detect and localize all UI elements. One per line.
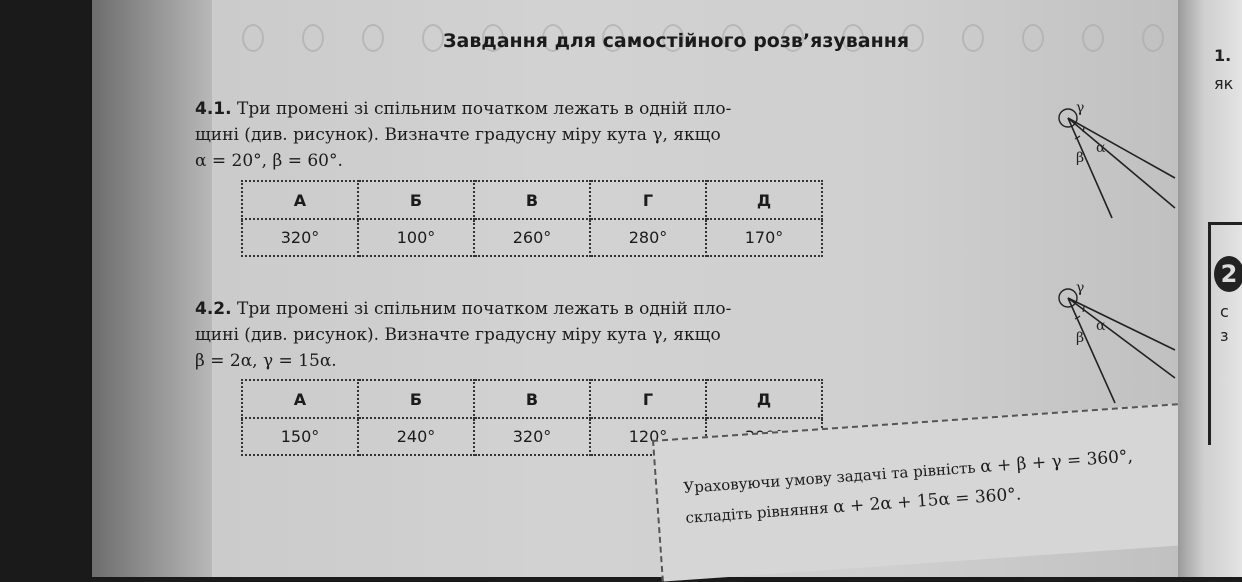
beta-label: β	[1076, 150, 1085, 166]
beta-label: β	[1076, 330, 1085, 346]
option-value[interactable]: 150°	[242, 418, 358, 455]
option-letter[interactable]: Д	[706, 181, 822, 219]
task-number: 4.1.	[195, 99, 232, 119]
answer-letters-row	[242, 181, 822, 219]
task-4-2	[195, 296, 805, 374]
answer-letters-row	[242, 380, 822, 418]
next-page-text: з	[1220, 326, 1229, 345]
task-line: щині (див. рисунок). Визначте градусну міру кута γ, якщо	[195, 125, 721, 145]
next-page-number-badge: 2	[1214, 256, 1242, 292]
option-letter[interactable]: Г	[590, 380, 706, 418]
section-title: Завдання для самостійного розв’язування	[443, 30, 910, 52]
alpha-label: α	[1096, 318, 1106, 334]
next-page-text: с	[1220, 302, 1229, 321]
task-number: 4.2.	[195, 299, 232, 319]
task-condition: α = 20°, β = 60°.	[195, 151, 343, 171]
option-value[interactable]: 320°	[242, 219, 358, 256]
hint-formula: α + 2α + 15α = 360°.	[832, 484, 1022, 518]
option-letter[interactable]: Б	[358, 181, 474, 219]
next-page-text: як	[1214, 74, 1234, 93]
option-letter[interactable]: Д	[706, 380, 822, 418]
option-value[interactable]: 170°	[706, 219, 822, 256]
option-value[interactable]: 320°	[474, 418, 590, 455]
option-letter[interactable]: Г	[590, 181, 706, 219]
next-page-text: 1.	[1214, 46, 1232, 65]
task-text: Три промені зі спільним початком лежать в одній пло-	[236, 299, 732, 319]
option-letter[interactable]: А	[242, 181, 358, 219]
option-value[interactable]: 100°	[358, 219, 474, 256]
task-line: щині (див. рисунок). Визначте градусну міру кута γ, якщо	[195, 325, 721, 345]
option-letter[interactable]: А	[242, 380, 358, 418]
task-line	[195, 96, 805, 122]
option-letter[interactable]: Б	[358, 380, 474, 418]
hint-text: Ураховуючи умову задачі та рівність α + β + γ = 360°,	[682, 446, 1134, 497]
task-line	[195, 296, 805, 322]
rays-figure-4-1	[1050, 100, 1180, 220]
option-value[interactable]: 240°	[358, 418, 474, 455]
task-condition: β = 2α, γ = 15α.	[195, 351, 337, 371]
task-4-1	[195, 96, 805, 174]
answer-table-4-1	[241, 180, 823, 257]
rays-figure-4-2	[1050, 278, 1180, 408]
gamma-label: γ	[1076, 100, 1085, 116]
option-value[interactable]: 280°	[590, 219, 706, 256]
option-value[interactable]: 260°	[474, 219, 590, 256]
option-value[interactable]: 120°	[590, 418, 706, 455]
answer-values-row	[242, 219, 822, 256]
page-fold-shadow	[92, 0, 212, 577]
hint-formula: α + β + γ = 360°,	[979, 446, 1134, 478]
alpha-label: α	[1096, 140, 1106, 156]
next-page-strip	[1178, 0, 1242, 577]
task-text: Три промені зі спільним початком лежать в одній пло-	[236, 99, 732, 119]
option-letter[interactable]: В	[474, 181, 590, 219]
hint-text: складіть рівняння α + 2α + 15α = 360°.	[684, 484, 1022, 527]
gamma-label: γ	[1076, 280, 1085, 296]
option-letter[interactable]: В	[474, 380, 590, 418]
